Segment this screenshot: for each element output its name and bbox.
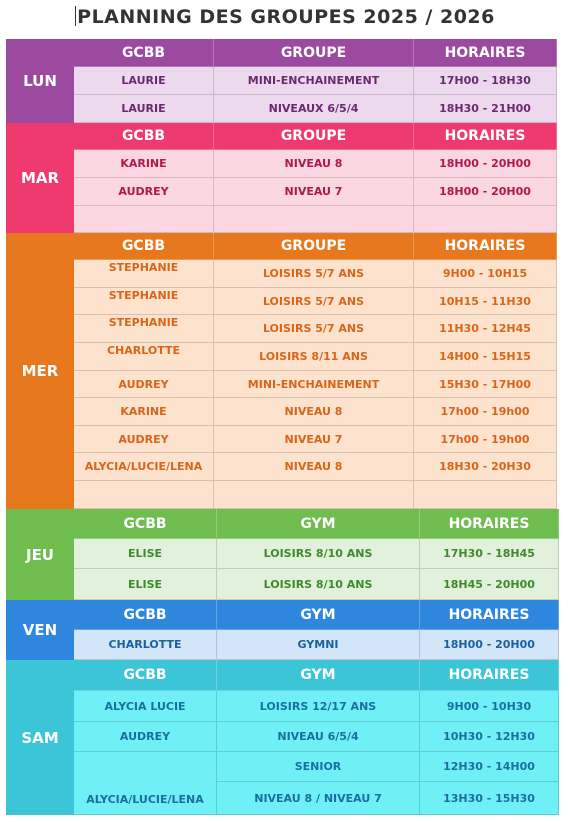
cell-time: 13H30 - 15H30 [420, 782, 559, 815]
cell-coach: LAURIE [74, 95, 214, 123]
cell-group [214, 206, 414, 233]
day-label-jeu: JEU [6, 509, 74, 600]
schedule-table-sam [74, 660, 559, 815]
table-row [74, 481, 557, 509]
cell-group: LOISIRS 12/17 ANS [217, 691, 420, 722]
header-gcbb: GCBB [74, 509, 217, 539]
day-block-ven [6, 600, 559, 660]
cell-group: GYMNI [217, 630, 420, 660]
day-block-mar [6, 123, 557, 233]
header-groupe: GROUPE [214, 233, 414, 260]
cell-time: 17h00 - 19h00 [414, 398, 557, 426]
cell-time: 11H30 - 12H45 [414, 315, 557, 343]
schedule-table-mar [74, 123, 557, 233]
table-header-row [74, 600, 559, 630]
cell-coach: STEPHANIE [74, 315, 214, 343]
header-groupe: GROUPE [214, 123, 414, 150]
cell-coach-merged: ALYCIA/LUCIE/LENA [74, 752, 217, 815]
cell-coach: KARINE [74, 398, 214, 426]
cell-time: 18H45 - 20H00 [420, 569, 559, 600]
cell-group: MINI-ENCHAINEMENT [214, 371, 414, 398]
cell-group: LOISIRS 5/7 ANS [214, 288, 414, 315]
cell-coach: STEPHANIE [74, 260, 214, 288]
cell-group: NIVEAU 8 / NIVEAU 7 [217, 782, 420, 815]
cell-time: 17H00 - 18H30 [414, 67, 557, 95]
day-label-lun: LUN [6, 39, 74, 123]
cell-coach: AUDREY [74, 178, 214, 206]
cell-coach [74, 206, 214, 233]
header-horaires: HORAIRES [414, 123, 557, 150]
cell-time: 18H00 - 20H00 [414, 150, 557, 178]
cell-coach: CHARLOTTE [74, 343, 214, 371]
header-gcbb: GCBB [74, 600, 217, 630]
table-row [74, 95, 557, 123]
header-gym: GYM [217, 660, 420, 691]
header-horaires: HORAIRES [420, 600, 559, 630]
table-header-row [74, 660, 559, 691]
day-block-lun [6, 39, 557, 123]
table-row [217, 782, 559, 815]
cell-coach: ELISE [74, 539, 217, 569]
table-row [74, 150, 557, 178]
cell-group: NIVEAU 8 [214, 398, 414, 426]
header-groupe: GROUPE [214, 39, 414, 67]
cell-time: 17h00 - 19h00 [414, 426, 557, 453]
cell-coach: ALYCIA/LUCIE/LENA [74, 453, 214, 481]
header-horaires: HORAIRES [414, 233, 557, 260]
cell-group: NIVEAU 8 [214, 453, 414, 481]
day-label-mer: MER [6, 233, 74, 509]
cell-coach: ELISE [74, 569, 217, 600]
cell-group: LOISIRS 8/10 ANS [217, 539, 420, 569]
day-block-mer [6, 233, 557, 509]
day-label-sam: SAM [6, 660, 74, 815]
cell-group: NIVEAU 7 [214, 178, 414, 206]
cell-group: LOISIRS 5/7 ANS [214, 260, 414, 288]
table-row [74, 178, 557, 206]
cell-time: 18H30 - 21H00 [414, 95, 557, 123]
cell-time: 14H00 - 15H15 [414, 343, 557, 371]
schedule-table-mer [74, 233, 557, 509]
table-row [74, 398, 557, 426]
cell-group: NIVEAU 6/5/4 [217, 722, 420, 752]
day-block-jeu [6, 509, 559, 600]
table-header-row [74, 39, 557, 67]
cell-time [414, 481, 557, 509]
cell-coach: AUDREY [74, 371, 214, 398]
cell-group: LOISIRS 8/11 ANS [214, 343, 414, 371]
cell-group: LOISIRS 5/7 ANS [214, 315, 414, 343]
day-label-ven: VEN [6, 600, 74, 660]
table-row [74, 343, 557, 371]
cell-group [214, 481, 414, 509]
table-row [217, 752, 559, 782]
cell-time: 18H30 - 20H30 [414, 453, 557, 481]
table-header-row [74, 233, 557, 260]
cell-group: NIVEAU 7 [214, 426, 414, 453]
header-horaires: HORAIRES [414, 39, 557, 67]
schedule-table-ven [74, 600, 559, 660]
day-block-sam [6, 660, 559, 815]
table-row [74, 630, 559, 660]
cell-coach: LAURIE [74, 67, 214, 95]
table-row [74, 539, 559, 569]
table-row [74, 691, 559, 722]
cell-time: 10H15 - 11H30 [414, 288, 557, 315]
cell-group: SENIOR [217, 752, 420, 782]
table-header-row [74, 123, 557, 150]
text-cursor [75, 6, 76, 26]
cell-coach: ALYCIA LUCIE [74, 691, 217, 722]
table-row [74, 315, 557, 343]
header-gym: GYM [217, 509, 420, 539]
header-gcbb: GCBB [74, 233, 214, 260]
cell-coach [74, 481, 214, 509]
table-row [74, 288, 557, 315]
cell-coach: AUDREY [74, 426, 214, 453]
cell-coach: STEPHANIE [74, 288, 214, 315]
cell-coach: AUDREY [74, 722, 217, 752]
header-gcbb: GCBB [74, 123, 214, 150]
cell-time: 9H00 - 10H15 [414, 260, 557, 288]
day-label-mar: MAR [6, 123, 74, 233]
table-row [74, 426, 557, 453]
cell-coach: KARINE [74, 150, 214, 178]
cell-group: NIVEAU 8 [214, 150, 414, 178]
header-gym: GYM [217, 600, 420, 630]
table-row [74, 371, 557, 398]
cell-time [414, 206, 557, 233]
table-row [74, 260, 557, 288]
page-title [0, 6, 570, 28]
table-header-row [74, 509, 559, 539]
page-title-text: PLANNING DES GROUPES 2025 / 2026 [77, 6, 495, 28]
cell-time: 9H00 - 10H30 [420, 691, 559, 722]
header-horaires: HORAIRES [420, 509, 559, 539]
cell-time: 18H00 - 20H00 [420, 630, 559, 660]
table-row [74, 453, 557, 481]
schedule-table-lun [74, 39, 557, 123]
cell-time: 18H00 - 20H00 [414, 178, 557, 206]
table-row [74, 569, 559, 600]
cell-coach: CHARLOTTE [74, 630, 217, 660]
cell-time: 15H30 - 17H00 [414, 371, 557, 398]
table-row [74, 722, 559, 752]
header-gcbb: GCBB [74, 660, 217, 691]
table-row [74, 67, 557, 95]
table-row [74, 206, 557, 233]
cell-time: 17H30 - 18H45 [420, 539, 559, 569]
schedule-table-jeu [74, 509, 559, 600]
header-horaires: HORAIRES [420, 660, 559, 691]
cell-time: 12H30 - 14H00 [420, 752, 559, 782]
cell-group: LOISIRS 8/10 ANS [217, 569, 420, 600]
cell-group: NIVEAUX 6/5/4 [214, 95, 414, 123]
cell-group: MINI-ENCHAINEMENT [214, 67, 414, 95]
header-gcbb: GCBB [74, 39, 214, 67]
cell-time: 10H30 - 12H30 [420, 722, 559, 752]
